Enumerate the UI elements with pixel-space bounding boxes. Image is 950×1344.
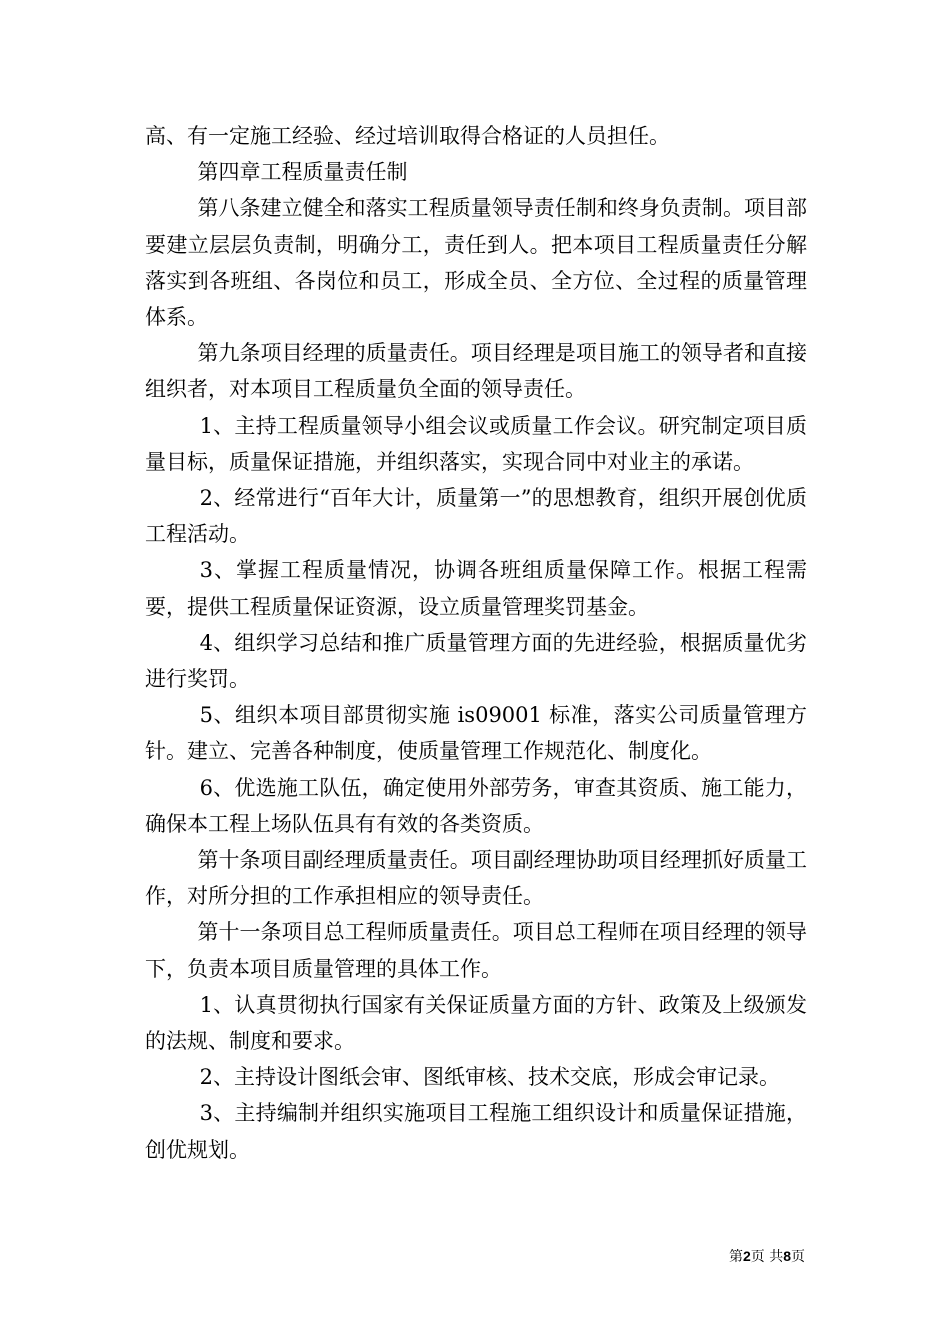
page-number-footer xyxy=(729,1247,805,1266)
article-8: 第八条建立健全和落实工程质量领导责任制和终身负责制。项目部要建立层层负责制，明确分工，责任到人。把本项目工程质量责任分解落实到各班组、各岗位和员工，形成全员、全方位、全过程的质量管理体系。 xyxy=(145,196,807,330)
article-9-item-6: 6、优选施工队伍，确定使用外部劳务，审查其资质、施工能力，确保本工程上场队伍具有有效的各类资质。 xyxy=(145,775,807,836)
total-page-count: 8 xyxy=(783,1248,791,1264)
paragraph-continuation: 高、有一定施工经验、经过培训取得合格证的人员担任。 xyxy=(145,124,670,148)
article-9-item-4: 4、组织学习总结和推广质量管理方面的先进经验，根据质量优劣进行奖罚。 xyxy=(145,630,807,692)
article-11-item-3: 3、主持编制并组织实施项目工程施工组织设计和质量保证措施，创优规划。 xyxy=(145,1101,807,1162)
article-9-item-2: 2、经常进行“百年大计，质量第一”的思想教育，组织开展创优质工程活动。 xyxy=(145,486,807,547)
chapter-heading: 第四章工程质量责任制 xyxy=(197,160,408,185)
article-9: 第九条项目经理的质量责任。项目经理是项目施工的领导者和直接组织者，对本项目工程质量负全面的领导责任。 xyxy=(145,341,807,402)
article-11-item-1: 1、认真贯彻执行国家有关保证质量方面的方针、政策及上级颁发的法规、制度和要求。 xyxy=(145,992,807,1054)
current-page-number: 2 xyxy=(742,1248,751,1264)
footer-suffix: 页 xyxy=(791,1249,805,1265)
article-11: 第十一条项目总工程师质量责任。项目总工程师在项目经理的领导下，负责本项目质量管理的具体工作。 xyxy=(145,920,807,981)
article-9-item-3: 3、掌握工程质量情况，协调各班组质量保障工作。根据工程需要，提供工程质量保证资源，设立质量管理奖罚基金。 xyxy=(145,558,807,619)
footer-middle: 页 共 xyxy=(750,1249,784,1265)
article-11-item-2: 2、主持设计图纸会审、图纸审核、技术交底，形成会审记录。 xyxy=(199,1065,780,1090)
document-body xyxy=(145,118,807,1168)
article-10: 第十条项目副经理质量责任。项目副经理协助项目经理抓好质量工作，对所分担的工作承担相应的领导责任。 xyxy=(145,848,807,909)
footer-prefix: 第 xyxy=(728,1249,743,1265)
article-9-item-5: 5、组织本项目部贯彻实施 is09001 标准，落实公司质量管理方针。建立、完善各种制度，使质量管理工作规范化、制度化。 xyxy=(145,703,807,764)
article-9-item-1: 1、主持工程质量领导小组会议或质量工作会议。研究制定项目质量目标，质量保证措施，并组织落实，实现合同中对业主的承诺。 xyxy=(145,413,807,474)
